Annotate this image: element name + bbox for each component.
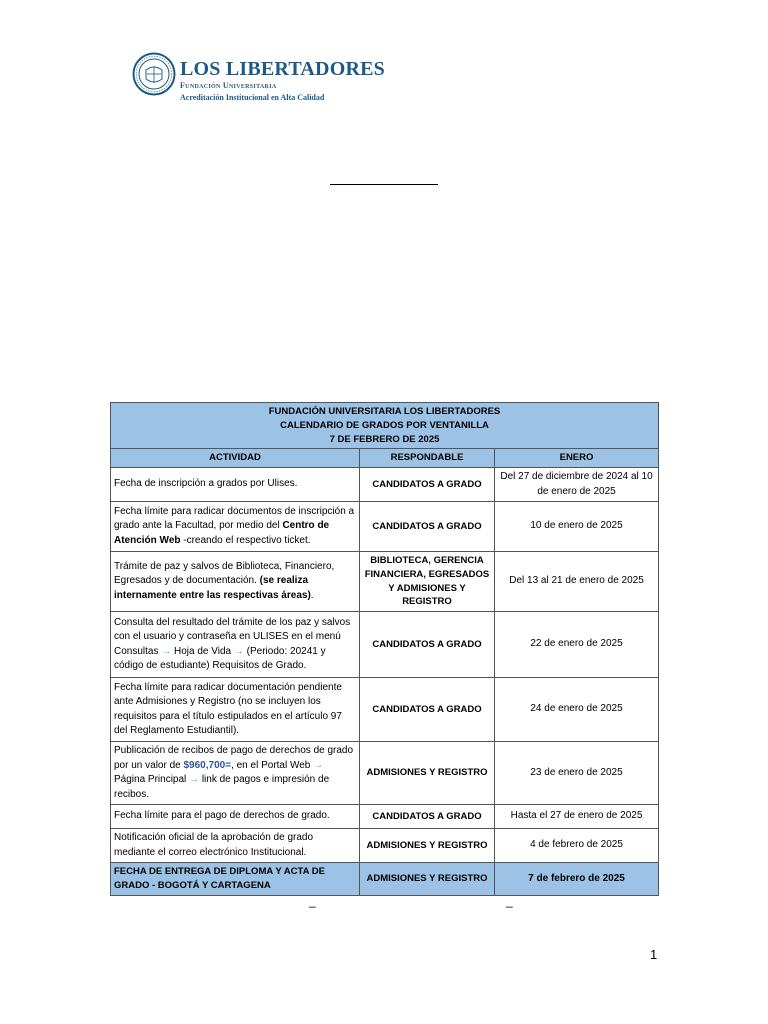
responsible-cell: CANDIDATOS A GRADO xyxy=(360,612,495,678)
activity-text-bold: (se realiza internamente entre las respectivas áreas) xyxy=(114,575,311,601)
title-underline-divider xyxy=(330,184,438,185)
date-cell: 24 de enero de 2025 xyxy=(495,678,659,742)
table-row xyxy=(111,612,659,678)
graduation-calendar-table xyxy=(110,402,659,896)
activity-cell xyxy=(111,678,360,742)
logo-subtitle: Fundación Universitaria xyxy=(180,81,277,90)
responsible-cell: CANDIDATOS A GRADO xyxy=(360,502,495,552)
activity-text: Consulta del resultado del trámite de los paz y salvos con el usuario y contraseña en ULISES en el menú Consultas xyxy=(114,616,351,657)
activity-text: , en el Portal Web xyxy=(231,759,314,771)
date-cell: 7 de febrero de 2025 xyxy=(495,863,659,896)
activity-text: Hoja de Vida xyxy=(171,645,234,657)
activity-text: Notificación oficial de la aprobación de grado mediante el correo electrónico Institucional. xyxy=(114,832,314,858)
responsible-cell: ADMISIONES Y REGISTRO xyxy=(360,742,495,805)
activity-text: Publicación de recibos de pago de derechos de grado por un valor de xyxy=(114,745,354,771)
table-row-highlighted xyxy=(111,863,659,896)
table-row xyxy=(111,468,659,502)
page-number: 1 xyxy=(650,947,658,962)
arrow-right-icon: → xyxy=(189,774,200,786)
title-line: FUNDACIÓN UNIVERSITARIA LOS LIBERTADORES xyxy=(268,406,501,417)
activity-text: Fecha límite para radicar documentos de inscripción a grado ante la Facultad, por medio del xyxy=(114,505,355,532)
responsible-cell: CANDIDATOS A GRADO xyxy=(360,805,495,829)
table-title xyxy=(111,403,659,449)
responsible-cell: ADMISIONES Y REGISTRO xyxy=(360,863,495,896)
institution-logo xyxy=(132,52,385,104)
responsible-cell: CANDIDATOS A GRADO xyxy=(360,468,495,502)
responsible-cell: CANDIDATOS A GRADO xyxy=(360,678,495,742)
table-header-row xyxy=(111,449,659,468)
responsible-cell: ADMISIONES Y REGISTRO xyxy=(360,829,495,863)
activity-text: Página Principal xyxy=(114,774,190,786)
table-row xyxy=(111,805,659,829)
title-line: CALENDARIO DE GRADOS POR VENTANILLA xyxy=(280,419,489,431)
activity-text: (Periodo: 20241 y código de estudiante) Requisitos de Grado. xyxy=(114,645,326,672)
responsible-cell: BIBLIOTECA, GERENCIA FINANCIERA, EGRESADOS Y ADMISIONES Y REGISTRO xyxy=(360,552,495,612)
date-cell: 23 de enero de 2025 xyxy=(495,742,659,805)
activity-cell xyxy=(111,502,360,552)
activity-text: link de pagos e impresión de recibos. xyxy=(114,774,330,800)
arrow-right-icon: → xyxy=(233,645,244,657)
activity-cell xyxy=(111,468,360,502)
table-title-row xyxy=(111,403,659,449)
payment-amount: $960,700= xyxy=(183,759,232,771)
activity-cell xyxy=(111,552,360,612)
activity-cell xyxy=(111,829,360,863)
date-cell: 4 de febrero de 2025 xyxy=(495,829,659,863)
activity-cell xyxy=(111,863,360,896)
activity-text: Trámite de paz y salvos de Biblioteca, Financiero, Egresados y de documentación. xyxy=(114,560,335,587)
date-cell: Del 13 al 21 de enero de 2025 xyxy=(495,552,659,612)
activity-text: Fecha de inscripción a grados por Ulises. xyxy=(114,478,298,490)
table-row xyxy=(111,552,659,612)
activity-cell xyxy=(111,742,360,805)
logo-accreditation: Acreditación Institucional en Alta Calidad xyxy=(180,93,325,102)
signature-dash-left: _ xyxy=(309,894,316,908)
activity-text: -creando el respectivo ticket. xyxy=(180,534,311,546)
table-row xyxy=(111,742,659,805)
date-cell: 22 de enero de 2025 xyxy=(495,612,659,678)
table-row xyxy=(111,678,659,742)
logo-title: LOS LIBERTADORES xyxy=(180,58,385,80)
date-cell: 10 de enero de 2025 xyxy=(495,502,659,552)
activity-cell xyxy=(111,805,360,829)
arrow-right-icon: → xyxy=(313,759,324,771)
signature-dash-right: _ xyxy=(506,894,513,908)
title-line: 7 DE FEBRERO DE 2025 xyxy=(329,433,440,445)
activity-text: Fecha límite para radicar documentación pendiente ante Admisiones y Registro (no se incluyen los requisitos para el título estipulados en el artículo 97 del Reglamento Estudiantil). xyxy=(114,681,342,737)
university-seal-icon xyxy=(132,52,176,96)
column-header-month: ENERO xyxy=(495,449,659,468)
activity-cell xyxy=(111,612,360,678)
arrow-right-icon: → xyxy=(161,645,172,657)
column-header-responsible: RESPONDABLE xyxy=(360,449,495,468)
date-cell: Del 27 de diciembre de 2024 al 10 de enero de 2025 xyxy=(495,468,659,502)
activity-text: FECHA DE ENTREGA DE DIPLOMA Y ACTA DE GRADO - BOGOTÁ Y CARTAGENA xyxy=(114,866,325,891)
column-header-activity: ACTIVIDAD xyxy=(111,449,360,468)
activity-text-bold: Centro de Atención Web xyxy=(114,520,330,546)
table-row xyxy=(111,502,659,552)
activity-text: Fecha límite para el pago de derechos de grado. xyxy=(114,810,330,822)
activity-text: . xyxy=(310,589,314,601)
date-cell: Hasta el 27 de enero de 2025 xyxy=(495,805,659,829)
table-row xyxy=(111,829,659,863)
